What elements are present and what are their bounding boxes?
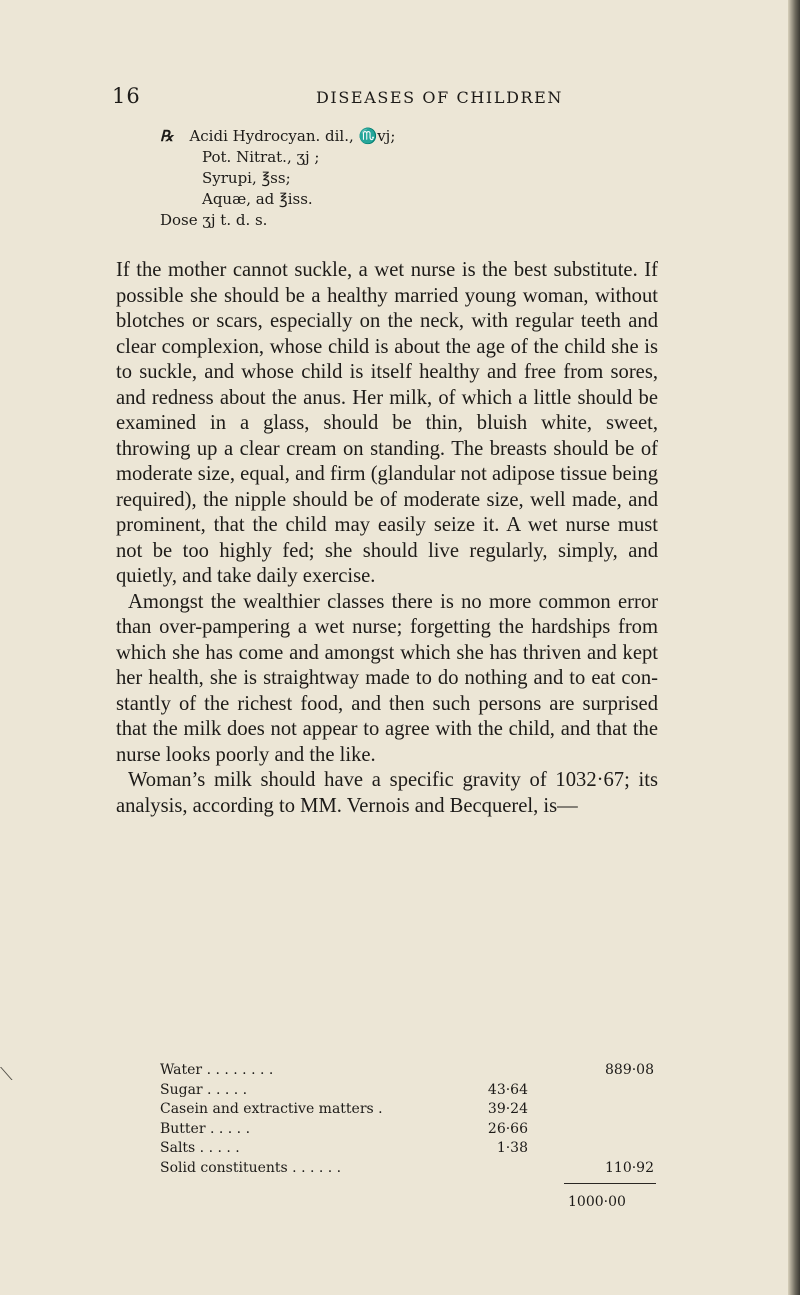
row-total-value: 889·08	[605, 1062, 654, 1078]
row-label: Water . . . . . . . .	[160, 1062, 274, 1078]
table-row	[160, 1100, 660, 1120]
milk-analysis-table	[160, 1061, 660, 1179]
table-row	[160, 1081, 660, 1101]
row-total-value: 110·92	[605, 1159, 654, 1176]
running-head: DISEASES OF CHILDREN	[316, 88, 564, 107]
prescription-line	[160, 189, 395, 210]
row-label: Casein and extractive matters .	[160, 1101, 383, 1118]
sum-rule-divider	[564, 1183, 656, 1184]
row-label: Sugar . . . . .	[160, 1081, 248, 1098]
paragraph: Amongst the wealthier classes there is no more common error than over-pampering a wet nurse; forgetting the hardships from which she has come and amongst which she has thriven and kept her health, she is straightway made to do nothing and to eat constantly of the richest food, and then such persons are surprised that the milk does not appear to agree with the child, and that the nurse looks poorly and the like.	[116, 590, 658, 766]
margin-tick-mark: ⟍	[0, 1064, 13, 1085]
table-row	[160, 1139, 660, 1159]
prescription-line	[160, 147, 395, 168]
row-label: Solid constituents . . . . . .	[160, 1159, 342, 1176]
table-row	[160, 1159, 660, 1179]
row-label: Salts . . . . .	[160, 1140, 240, 1157]
prescription-ingredient: Acidi Hydrocyan. dil., ♏vj;	[189, 127, 396, 145]
page-header	[0, 84, 800, 114]
row-value: 26·66	[487, 1120, 528, 1137]
table-row	[160, 1120, 660, 1140]
page-number: 16	[112, 84, 141, 108]
prescription-ingredient: Syrupi, ℥ss;	[202, 169, 291, 187]
prescription-ingredient: Aquæ, ad ℥iss.	[202, 190, 313, 208]
row-value: 43·64	[487, 1081, 528, 1098]
page-edge-shadow	[788, 0, 800, 1295]
analysis-total: 1000·00	[568, 1194, 626, 1210]
prescription-line	[160, 126, 395, 147]
prescription	[160, 126, 395, 231]
prescription-ingredient: Pot. Nitrat., ʒj ;	[202, 148, 320, 166]
body-text	[116, 258, 658, 819]
dose-text: Dose ʒj t. d. s.	[160, 211, 268, 229]
row-label: Butter . . . . .	[160, 1120, 251, 1137]
table-row	[160, 1061, 660, 1081]
prescription-line	[160, 168, 395, 189]
paragraph: If the mother cannot suckle, a wet nurse is the best substitute. If possible she should be a healthy married young woman, without blotches or scars, especially on the neck, with regular teeth and clear complexion, whose child is about the age of the child she is to suckle, and whose child is itself healthy and free from sores, and redness about the anus. Her milk, of which a little should be examined in a glass, should be thin, bluish white, sweet, throwing up a clear cream on standing. The breasts should be of moderate size, equal, and firm (glandular not adipose tissue being required), the nipple should be of moderate size, well made, and prominent, that the child may easily seize it. A wet nurse must not be too highly fed; she should live regularly, simply, and quietly, and take daily exercise.	[116, 259, 658, 587]
paragraph: Woman’s milk should have a specific gravity of 1032·67; its analysis, according to MM. Vernois and Becquerel, is—	[116, 769, 658, 817]
row-value: 39·24	[487, 1101, 528, 1118]
prescription-dose	[160, 210, 395, 231]
row-value: 1·38	[496, 1140, 528, 1157]
recipe-symbol: ℞	[160, 127, 174, 145]
